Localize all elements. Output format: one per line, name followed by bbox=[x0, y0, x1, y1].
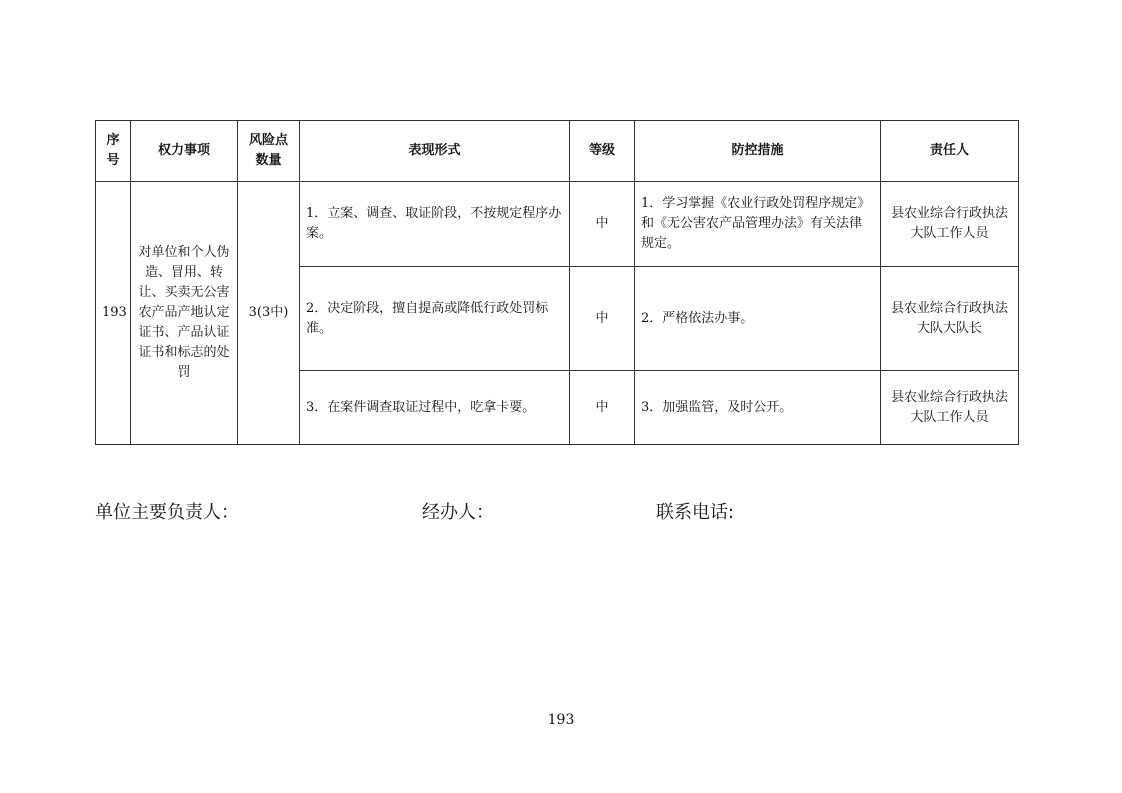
table-header-row bbox=[96, 121, 1019, 182]
responsible-cell: 县农业综合行政执法大队大队长 bbox=[881, 267, 1019, 371]
seq-cell: 193 bbox=[96, 182, 131, 445]
unit-head-label: 单位主要负责人： bbox=[95, 502, 239, 523]
table-row bbox=[96, 182, 1019, 267]
header-seq: 序号 bbox=[96, 121, 131, 182]
form-cell: 2．决定阶段，擅自提高或降低行政处罚标准。 bbox=[300, 267, 570, 371]
measures-cell: 2．严格依法办事。 bbox=[635, 267, 881, 371]
risk-table bbox=[95, 120, 1019, 445]
header-form: 表现形式 bbox=[300, 121, 570, 182]
header-measures: 防控措施 bbox=[635, 121, 881, 182]
header-risk-count: 风险点数量 bbox=[238, 121, 300, 182]
level-cell: 中 bbox=[570, 182, 635, 267]
level-cell: 中 bbox=[570, 371, 635, 445]
phone-label: 联系电话: bbox=[656, 502, 735, 523]
item-cell: 对单位和个人伪造、冒用、转让、买卖无公害农产品产地认定证书、产品认证证书和标志的处罚 bbox=[131, 182, 238, 445]
form-cell: 1．立案、调查、取证阶段，不按规定程序办案。 bbox=[300, 182, 570, 267]
header-level: 等级 bbox=[570, 121, 635, 182]
header-item: 权力事项 bbox=[131, 121, 238, 182]
header-responsible: 责任人 bbox=[881, 121, 1019, 182]
responsible-cell: 县农业综合行政执法大队工作人员 bbox=[881, 182, 1019, 267]
handler-label: 经办人： bbox=[422, 502, 494, 523]
page-number: 193 bbox=[547, 712, 575, 728]
responsible-cell: 县农业综合行政执法大队工作人员 bbox=[881, 371, 1019, 445]
risk-count-cell: 3(3中) bbox=[238, 182, 300, 445]
measures-cell: 3．加强监管，及时公开。 bbox=[635, 371, 881, 445]
level-cell: 中 bbox=[570, 267, 635, 371]
measures-cell: 1．学习掌握《农业行政处罚程序规定》和《无公害农产品管理办法》有关法律规定。 bbox=[635, 182, 881, 267]
form-cell: 3．在案件调查取证过程中，吃拿卡要。 bbox=[300, 371, 570, 445]
